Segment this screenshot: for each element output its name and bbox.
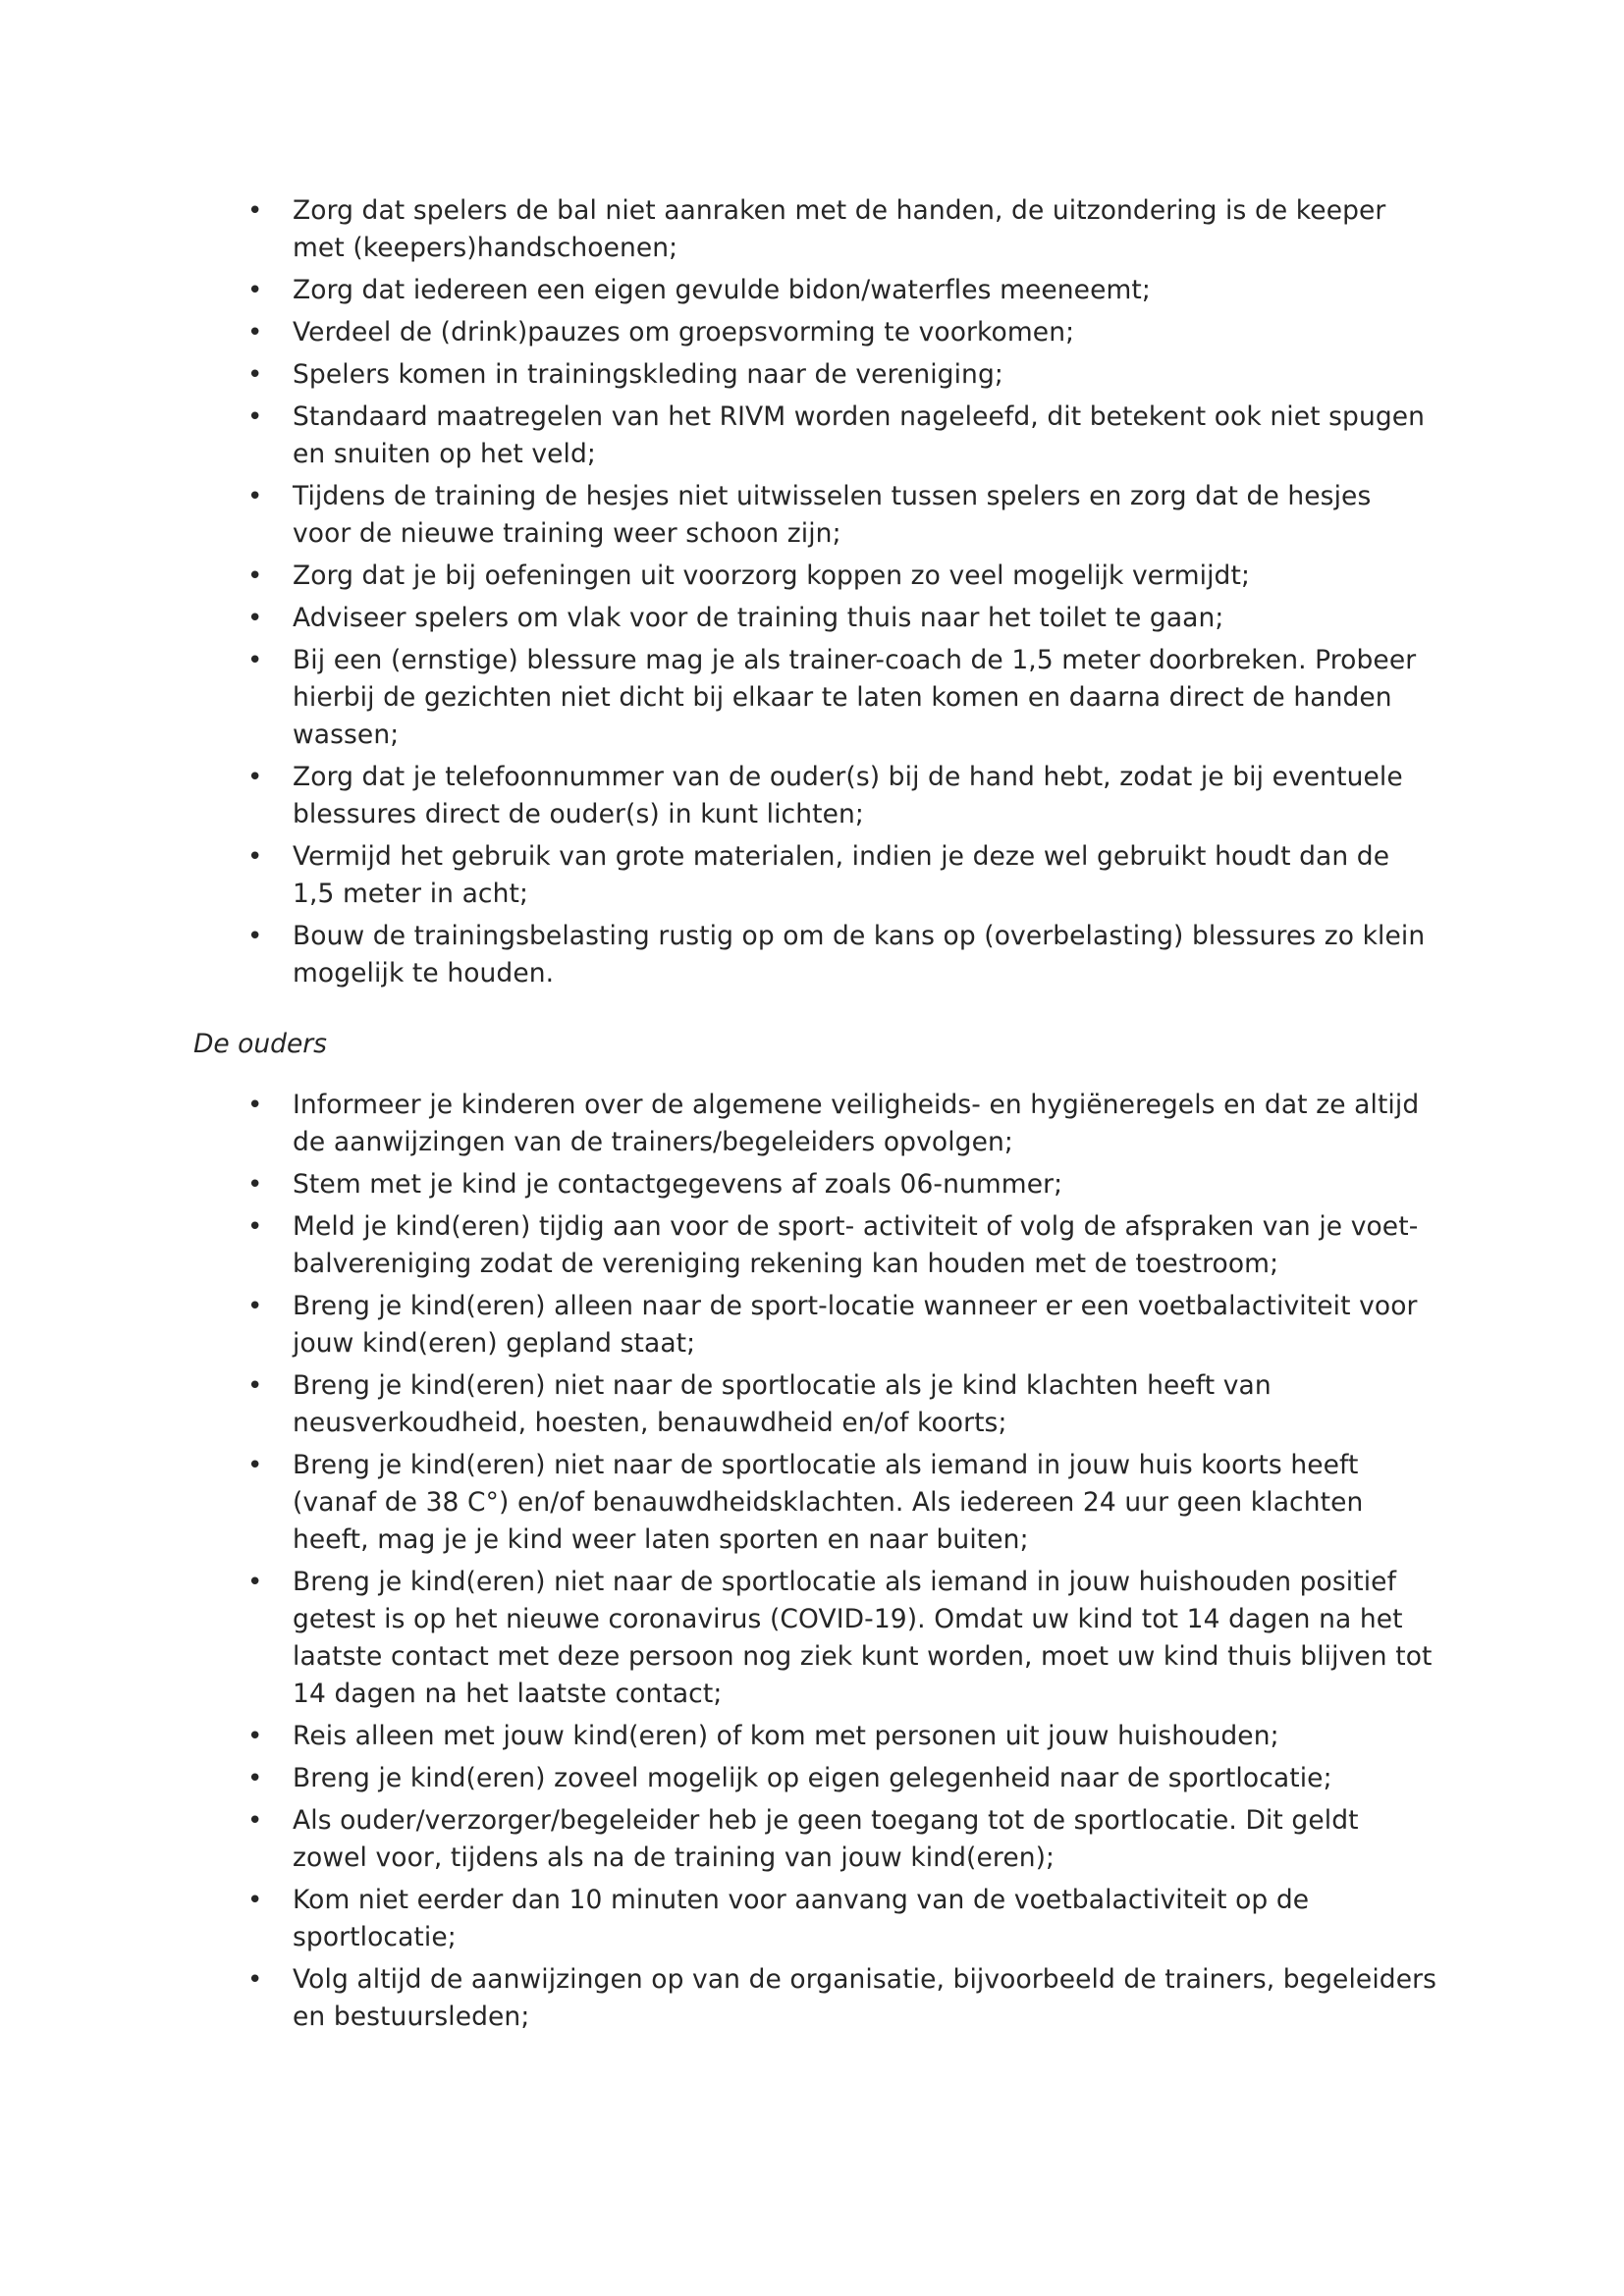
list-item: • Breng je kind(eren) niet naar de sportlocatie als iemand in jouw huishouden positief getest is op het nieuwe coronavirus (COVID-19). Omdat uw kind tot 14 dagen na het laatste contact met deze persoon nog ziek kunt worden, moet uw kind thuis blijven tot 14 dagen na het laatste contact; [0, 1564, 1624, 1713]
list-item: • Reis alleen met jouw kind(eren) of kom met personen uit jouw huishouden; [0, 1718, 1624, 1755]
list-item: • Adviseer spelers om vlak voor de training thuis naar het toilet te gaan; [0, 600, 1624, 637]
list-item: • Breng je kind(eren) niet naar de sportlocatie als je kind klachten heeft van neusverkoudheid, hoesten, benauwdheid en/of koorts; [0, 1367, 1624, 1442]
list-item: • Zorg dat je bij oefeningen uit voorzorg koppen zo veel mogelijk vermijdt; [0, 558, 1624, 595]
list-item: • Informeer je kinderen over de algemene veiligheids- en hygiëneregels en dat ze altijd de aanwijzingen van de trainers/begeleiders opvolgen; [0, 1087, 1624, 1161]
trainer-rules-list [0, 192, 1624, 997]
parent-rules-list [0, 1087, 1624, 2041]
list-item: • Zorg dat iedereen een eigen gevulde bidon/waterfles meeneemt; [0, 272, 1624, 309]
list-item: • Kom niet eerder dan 10 minuten voor aanvang van de voetbalactiviteit op de sportlocatie; [0, 1882, 1624, 1956]
list-item: • Breng je kind(eren) alleen naar de sport-locatie wanneer er een voetbalactiviteit voor jouw kind(eren) gepland staat; [0, 1288, 1624, 1362]
list-item: • Spelers komen in trainingskleding naar de vereniging; [0, 356, 1624, 394]
list-item: • Standaard maatregelen van het RIVM worden nageleefd, dit betekent ook niet spugen en snuiten op het veld; [0, 399, 1624, 473]
list-item: • Tijdens de training de hesjes niet uitwisselen tussen spelers en zorg dat de hesjes voor de nieuwe training weer schoon zijn; [0, 478, 1624, 553]
list-item: • Bij een (ernstige) blessure mag je als trainer-coach de 1,5 meter doorbreken. Probeer hierbij de gezichten niet dicht bij elkaar te laten komen en daarna direct de handen wassen; [0, 642, 1624, 754]
list-item: • Vermijd het gebruik van grote materialen, indien je deze wel gebruikt houdt dan de 1,5 meter in acht; [0, 838, 1624, 913]
list-item: • Zorg dat je telefoonnummer van de ouder(s) bij de hand hebt, zodat je bij eventuele blessures direct de ouder(s) in kunt lichten; [0, 759, 1624, 833]
list-item: • Volg altijd de aanwijzingen op van de organisatie, bijvoorbeeld de trainers, begeleiders en bestuursleden; [0, 1961, 1624, 2036]
list-item: • Stem met je kind je contactgegevens af zoals 06-nummer; [0, 1166, 1624, 1203]
list-item: • Bouw de trainingsbelasting rustig op om de kans op (overbelasting) blessures zo klein mogelijk te houden. [0, 918, 1624, 992]
list-item: • Zorg dat spelers de bal niet aanraken met de handen, de uitzondering is de keeper met (keepers)handschoenen; [0, 192, 1624, 267]
list-item: • Meld je kind(eren) tijdig aan voor de sport- activiteit of volg de afspraken van je voet-balvereniging zodat de vereniging rekening kan houden met de toestroom; [0, 1208, 1624, 1283]
list-item: • Breng je kind(eren) niet naar de sportlocatie als iemand in jouw huis koorts heeft (vanaf de 38 C°) en/of benauwdheidsklachten. Als iedereen 24 uur geen klachten heeft, mag je je kind weer laten sporten en naar buiten; [0, 1447, 1624, 1559]
section-heading-parents: De ouders [193, 1029, 327, 1059]
list-item: • Als ouder/verzorger/begeleider heb je geen toegang tot de sportlocatie. Dit geldt zowel voor, tijdens als na de training van jouw kind(eren); [0, 1802, 1624, 1877]
list-item: • Breng je kind(eren) zoveel mogelijk op eigen gelegenheid naar de sportlocatie; [0, 1760, 1624, 1797]
list-item: • Verdeel de (drink)pauzes om groepsvorming te voorkomen; [0, 314, 1624, 351]
